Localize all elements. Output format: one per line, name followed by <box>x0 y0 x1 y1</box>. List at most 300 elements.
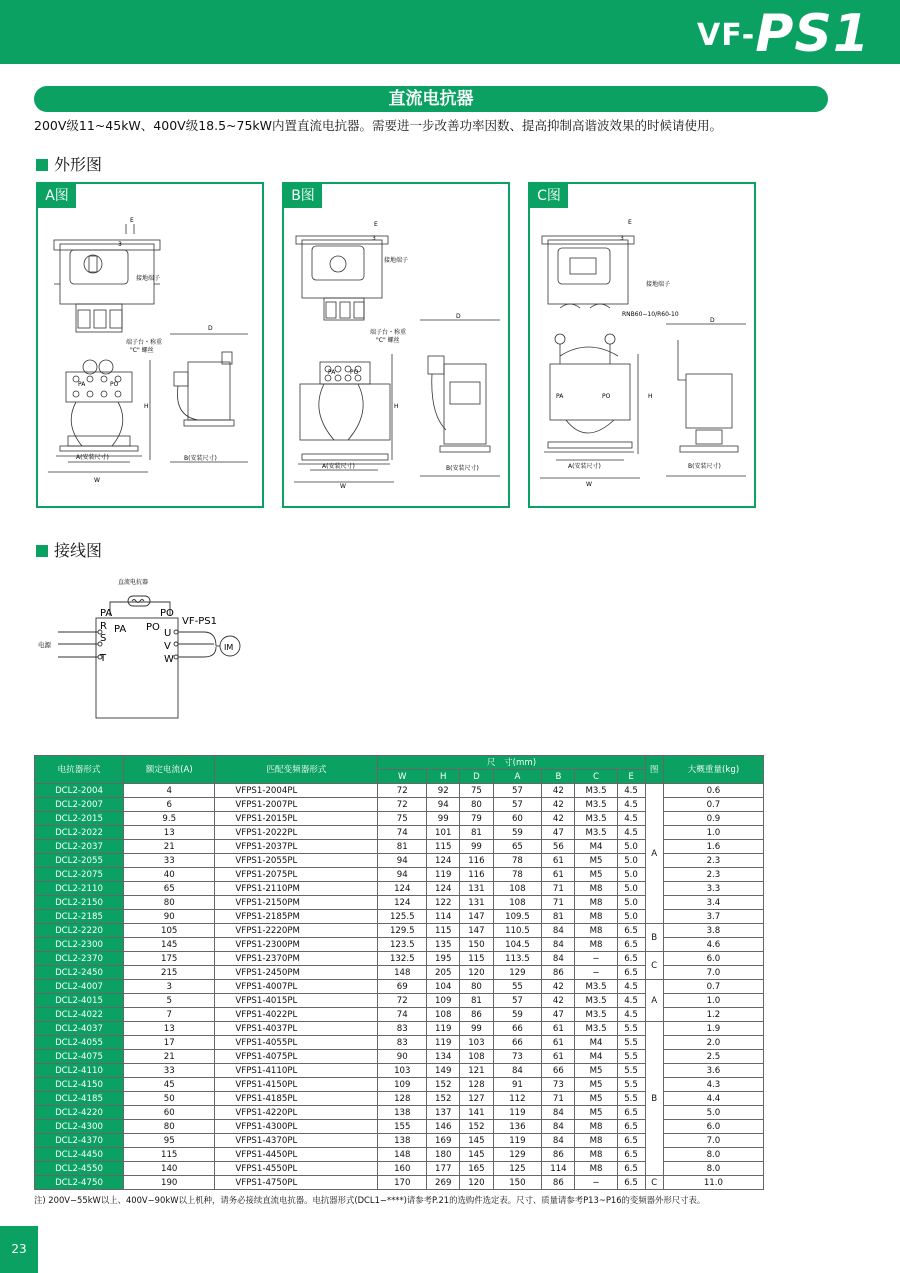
cell-weight: 0.9 <box>663 812 763 826</box>
cell-current: 105 <box>124 924 215 938</box>
cell-a: 109.5 <box>493 910 542 924</box>
cell-h: 205 <box>427 966 460 980</box>
cell-w: 132.5 <box>378 952 427 966</box>
cell-e: 6.5 <box>617 1176 645 1190</box>
svg-text:电源: 电源 <box>38 641 51 649</box>
cell-d: 79 <box>460 812 493 826</box>
cell-c: M3.5 <box>575 784 617 798</box>
reactor-spec-table <box>34 755 764 1190</box>
cell-current: 90 <box>124 910 215 924</box>
cell-d: 115 <box>460 952 493 966</box>
svg-text:B(安装尺寸): B(安装尺寸) <box>688 463 721 470</box>
panel-label: C图 <box>530 184 568 208</box>
svg-text:"C" 螺丝: "C" 螺丝 <box>130 347 154 354</box>
cell-w: 83 <box>378 1022 427 1036</box>
cell-e: 5.5 <box>617 1050 645 1064</box>
cell-e: 5.5 <box>617 1064 645 1078</box>
cell-a: 125 <box>493 1162 542 1176</box>
cell-weight: 3.8 <box>663 924 763 938</box>
cell-b: 84 <box>542 1120 575 1134</box>
svg-text:RNB60−10/R60-10: RNB60−10/R60-10 <box>622 311 679 318</box>
cell-current: 6 <box>124 798 215 812</box>
cell-a: 91 <box>493 1078 542 1092</box>
header-bar <box>0 0 900 64</box>
cell-weight: 1.2 <box>663 1008 763 1022</box>
svg-text:B(安装尺寸): B(安装尺寸) <box>184 455 217 462</box>
cell-w: 109 <box>378 1078 427 1092</box>
cell-w: 69 <box>378 980 427 994</box>
cell-a: 66 <box>493 1036 542 1050</box>
cell-a: 55 <box>493 980 542 994</box>
svg-text:H: H <box>648 393 653 400</box>
cell-inverter: VFPS1-2220PM <box>215 924 378 938</box>
cell-d: 116 <box>460 854 493 868</box>
cell-e: 5.5 <box>617 1092 645 1106</box>
cell-e: 4.5 <box>617 812 645 826</box>
cell-weight: 8.0 <box>663 1162 763 1176</box>
cell-inverter: VFPS1-4007PL <box>215 980 378 994</box>
cell-current: 80 <box>124 1120 215 1134</box>
cell-model: DCL2-4110 <box>35 1064 124 1078</box>
cell-b: 66 <box>542 1064 575 1078</box>
svg-text:PA: PA <box>78 381 86 388</box>
th-dims: 尺 寸(mm) <box>378 756 645 770</box>
cell-weight: 7.0 <box>663 1134 763 1148</box>
drawing-a <box>38 184 264 508</box>
svg-text:PA: PA <box>328 369 336 376</box>
svg-text:R: R <box>100 621 107 632</box>
cell-weight: 6.0 <box>663 952 763 966</box>
cell-model: DCL2-2220 <box>35 924 124 938</box>
cell-b: 61 <box>542 1036 575 1050</box>
cell-weight: 0.7 <box>663 980 763 994</box>
cell-h: 94 <box>427 798 460 812</box>
svg-text:PA: PA <box>556 393 564 400</box>
cell-w: 125.5 <box>378 910 427 924</box>
cell-h: 124 <box>427 854 460 868</box>
cell-model: DCL2-4185 <box>35 1092 124 1106</box>
cell-inverter: VFPS1-2300PM <box>215 938 378 952</box>
cell-a: 150 <box>493 1176 542 1190</box>
wiring-diagram <box>30 572 270 722</box>
cell-inverter: VFPS1-4110PL <box>215 1064 378 1078</box>
cell-e: 5.5 <box>617 1022 645 1036</box>
th-h: H <box>427 770 460 784</box>
cell-c: M5 <box>575 868 617 882</box>
cell-weight: 3.6 <box>663 1064 763 1078</box>
cell-c: − <box>575 966 617 980</box>
section-outline-heading: 外形图 <box>36 152 102 175</box>
cell-b: 71 <box>542 1092 575 1106</box>
cell-model: DCL2-2450 <box>35 966 124 980</box>
cell-d: 116 <box>460 868 493 882</box>
cell-a: 59 <box>493 826 542 840</box>
cell-e: 5.0 <box>617 854 645 868</box>
cell-h: 109 <box>427 994 460 1008</box>
cell-inverter: VFPS1-4450PL <box>215 1148 378 1162</box>
cell-b: 86 <box>542 966 575 980</box>
cell-weight: 0.6 <box>663 784 763 798</box>
cell-inverter: VFPS1-4220PL <box>215 1106 378 1120</box>
cell-current: 33 <box>124 854 215 868</box>
svg-text:PO: PO <box>602 393 611 400</box>
cell-model: DCL2-4370 <box>35 1134 124 1148</box>
cell-model: DCL2-4015 <box>35 994 124 1008</box>
brand-logo: VF-PS1 <box>697 4 870 64</box>
cell-current: 50 <box>124 1092 215 1106</box>
cell-weight: 4.3 <box>663 1078 763 1092</box>
cell-c: M8 <box>575 938 617 952</box>
cell-a: 73 <box>493 1050 542 1064</box>
cell-d: 131 <box>460 896 493 910</box>
cell-current: 17 <box>124 1036 215 1050</box>
cell-current: 4 <box>124 784 215 798</box>
cell-inverter: VFPS1-2055PL <box>215 854 378 868</box>
cell-a: 119 <box>493 1134 542 1148</box>
page-title: 直流电抗器 <box>34 86 828 112</box>
svg-text:D: D <box>208 325 213 332</box>
cell-inverter: VFPS1-4750PL <box>215 1176 378 1190</box>
svg-text:D: D <box>456 313 461 320</box>
table-body <box>35 784 764 1190</box>
cell-d: 128 <box>460 1078 493 1092</box>
svg-text:3: 3 <box>372 235 376 242</box>
cell-inverter: VFPS1-2150PM <box>215 896 378 910</box>
cell-model: DCL2-4450 <box>35 1148 124 1162</box>
cell-w: 94 <box>378 868 427 882</box>
cell-d: 145 <box>460 1134 493 1148</box>
cell-h: 92 <box>427 784 460 798</box>
cell-weight: 2.3 <box>663 868 763 882</box>
cell-w: 148 <box>378 966 427 980</box>
cell-e: 4.5 <box>617 994 645 1008</box>
svg-text:E: E <box>628 219 632 226</box>
cell-inverter: VFPS1-4015PL <box>215 994 378 1008</box>
cell-d: 121 <box>460 1064 493 1078</box>
cell-c: M3.5 <box>575 1008 617 1022</box>
svg-text:3: 3 <box>118 241 122 248</box>
svg-text:D: D <box>710 317 715 324</box>
cell-w: 170 <box>378 1176 427 1190</box>
cell-b: 86 <box>542 1148 575 1162</box>
svg-text:端子台・称重: 端子台・称重 <box>370 329 407 336</box>
svg-text:VF-PS1: VF-PS1 <box>182 616 217 627</box>
cell-inverter: VFPS1-4075PL <box>215 1050 378 1064</box>
cell-b: 84 <box>542 1106 575 1120</box>
cell-c: M5 <box>575 1078 617 1092</box>
th-e: E <box>617 770 645 784</box>
cell-h: 135 <box>427 938 460 952</box>
svg-text:PA: PA <box>100 608 113 619</box>
cell-h: 122 <box>427 896 460 910</box>
cell-a: 104.5 <box>493 938 542 952</box>
cell-h: 180 <box>427 1148 460 1162</box>
cell-weight: 4.6 <box>663 938 763 952</box>
cell-weight: 3.7 <box>663 910 763 924</box>
cell-d: 86 <box>460 1008 493 1022</box>
cell-current: 115 <box>124 1148 215 1162</box>
cell-c: M5 <box>575 1106 617 1120</box>
cell-w: 138 <box>378 1134 427 1148</box>
svg-text:直流电抗器: 直流电抗器 <box>118 579 149 586</box>
cell-e: 5.0 <box>617 910 645 924</box>
table-row <box>35 924 764 938</box>
svg-text:PO: PO <box>110 381 119 388</box>
cell-w: 129.5 <box>378 924 427 938</box>
cell-h: 169 <box>427 1134 460 1148</box>
svg-text:T: T <box>100 653 107 664</box>
th-inverter: 匹配变频器形式 <box>215 756 378 784</box>
svg-text:E: E <box>130 217 134 224</box>
cell-inverter: VFPS1-4150PL <box>215 1078 378 1092</box>
cell-c: M8 <box>575 1162 617 1176</box>
cell-e: 4.5 <box>617 826 645 840</box>
cell-e: 5.0 <box>617 882 645 896</box>
cell-c: M3.5 <box>575 826 617 840</box>
cell-current: 9.5 <box>124 812 215 826</box>
cell-model: DCL2-4550 <box>35 1162 124 1176</box>
cell-c: M8 <box>575 924 617 938</box>
cell-w: 72 <box>378 784 427 798</box>
cell-d: 131 <box>460 882 493 896</box>
cell-inverter: VFPS1-2450PM <box>215 966 378 980</box>
cell-e: 6.5 <box>617 924 645 938</box>
cell-h: 149 <box>427 1064 460 1078</box>
th-d: D <box>460 770 493 784</box>
cell-w: 74 <box>378 826 427 840</box>
cell-inverter: VFPS1-2370PM <box>215 952 378 966</box>
cell-h: 269 <box>427 1176 460 1190</box>
cell-c: M8 <box>575 1120 617 1134</box>
cell-fig: B <box>645 924 663 952</box>
cell-weight: 1.6 <box>663 840 763 854</box>
cell-current: 3 <box>124 980 215 994</box>
cell-current: 175 <box>124 952 215 966</box>
cell-e: 4.5 <box>617 980 645 994</box>
drawing-c <box>530 184 756 508</box>
cell-b: 61 <box>542 1022 575 1036</box>
cell-e: 6.5 <box>617 1162 645 1176</box>
table-row <box>35 784 764 798</box>
cell-e: 4.5 <box>617 798 645 812</box>
cell-e: 4.5 <box>617 784 645 798</box>
cell-inverter: VFPS1-4300PL <box>215 1120 378 1134</box>
svg-text:IM: IM <box>224 643 234 652</box>
cell-inverter: VFPS1-4370PL <box>215 1134 378 1148</box>
cell-c: M3.5 <box>575 812 617 826</box>
cell-c: M3.5 <box>575 798 617 812</box>
page-number: 23 <box>0 1226 38 1273</box>
svg-text:A(安装尺寸): A(安装尺寸) <box>76 454 109 461</box>
cell-d: 127 <box>460 1092 493 1106</box>
cell-b: 114 <box>542 1162 575 1176</box>
cell-h: 101 <box>427 826 460 840</box>
cell-b: 84 <box>542 938 575 952</box>
cell-c: M3.5 <box>575 1022 617 1036</box>
cell-current: 13 <box>124 1022 215 1036</box>
panel-b <box>282 182 510 508</box>
cell-weight: 7.0 <box>663 966 763 980</box>
cell-a: 108 <box>493 896 542 910</box>
cell-model: DCL2-2150 <box>35 896 124 910</box>
cell-e: 5.5 <box>617 1036 645 1050</box>
cell-inverter: VFPS1-2075PL <box>215 868 378 882</box>
cell-w: 94 <box>378 854 427 868</box>
cell-d: 145 <box>460 1148 493 1162</box>
cell-weight: 3.4 <box>663 896 763 910</box>
cell-inverter: VFPS1-4037PL <box>215 1022 378 1036</box>
cell-model: DCL2-4750 <box>35 1176 124 1190</box>
svg-text:PO: PO <box>160 608 174 619</box>
cell-w: 123.5 <box>378 938 427 952</box>
cell-w: 83 <box>378 1036 427 1050</box>
cell-w: 128 <box>378 1092 427 1106</box>
cell-b: 61 <box>542 868 575 882</box>
cell-h: 115 <box>427 840 460 854</box>
cell-b: 84 <box>542 952 575 966</box>
cell-h: 152 <box>427 1078 460 1092</box>
cell-weight: 1.9 <box>663 1022 763 1036</box>
cell-w: 75 <box>378 812 427 826</box>
cell-d: 99 <box>460 1022 493 1036</box>
cell-c: M3.5 <box>575 980 617 994</box>
svg-text:A(安装尺寸): A(安装尺寸) <box>568 463 601 470</box>
cell-model: DCL2-2007 <box>35 798 124 812</box>
cell-fig: A <box>645 784 663 924</box>
cell-c: M8 <box>575 910 617 924</box>
cell-b: 81 <box>542 910 575 924</box>
cell-d: 80 <box>460 980 493 994</box>
cell-a: 108 <box>493 882 542 896</box>
cell-c: − <box>575 1176 617 1190</box>
cell-model: DCL2-2110 <box>35 882 124 896</box>
cell-model: DCL2-4150 <box>35 1078 124 1092</box>
cell-b: 56 <box>542 840 575 854</box>
cell-h: 104 <box>427 980 460 994</box>
th-a: A <box>493 770 542 784</box>
cell-current: 21 <box>124 1050 215 1064</box>
th-current: 额定电流(A) <box>124 756 215 784</box>
cell-b: 61 <box>542 1050 575 1064</box>
cell-a: 78 <box>493 854 542 868</box>
panel-label: A图 <box>38 184 76 208</box>
cell-h: 99 <box>427 812 460 826</box>
cell-a: 65 <box>493 840 542 854</box>
cell-e: 6.5 <box>617 1148 645 1162</box>
cell-w: 81 <box>378 840 427 854</box>
drawing-b <box>284 184 510 508</box>
cell-h: 134 <box>427 1050 460 1064</box>
cell-d: 81 <box>460 826 493 840</box>
cell-a: 84 <box>493 1064 542 1078</box>
cell-b: 71 <box>542 896 575 910</box>
cell-e: 5.0 <box>617 868 645 882</box>
cell-w: 74 <box>378 1008 427 1022</box>
svg-text:3: 3 <box>620 235 624 242</box>
cell-weight: 2.3 <box>663 854 763 868</box>
cell-current: 45 <box>124 1078 215 1092</box>
cell-d: 165 <box>460 1162 493 1176</box>
cell-h: 152 <box>427 1092 460 1106</box>
cell-d: 120 <box>460 966 493 980</box>
cell-c: M4 <box>575 1050 617 1064</box>
cell-h: 114 <box>427 910 460 924</box>
svg-text:S: S <box>100 633 107 644</box>
svg-text:PA: PA <box>114 624 127 635</box>
cell-b: 73 <box>542 1078 575 1092</box>
cell-model: DCL2-4300 <box>35 1120 124 1134</box>
cell-d: 147 <box>460 924 493 938</box>
svg-text:U: U <box>164 628 172 639</box>
cell-d: 147 <box>460 910 493 924</box>
cell-b: 84 <box>542 924 575 938</box>
cell-current: 21 <box>124 840 215 854</box>
cell-fig: C <box>645 952 663 980</box>
cell-current: 65 <box>124 882 215 896</box>
cell-h: 119 <box>427 1036 460 1050</box>
svg-text:E: E <box>374 221 378 228</box>
cell-c: M8 <box>575 896 617 910</box>
svg-text:W: W <box>586 481 592 488</box>
cell-current: 33 <box>124 1064 215 1078</box>
cell-model: DCL2-4037 <box>35 1022 124 1036</box>
cell-model: DCL2-4220 <box>35 1106 124 1120</box>
cell-model: DCL2-4055 <box>35 1036 124 1050</box>
cell-w: 155 <box>378 1120 427 1134</box>
cell-h: 124 <box>427 882 460 896</box>
cell-a: 60 <box>493 812 542 826</box>
cell-c: M8 <box>575 1134 617 1148</box>
cell-a: 110.5 <box>493 924 542 938</box>
cell-model: DCL2-2022 <box>35 826 124 840</box>
cell-current: 5 <box>124 994 215 1008</box>
cell-e: 6.5 <box>617 952 645 966</box>
svg-text:接地端子: 接地端子 <box>384 257 409 264</box>
svg-text:B(安装尺寸): B(安装尺寸) <box>446 465 479 472</box>
svg-text:"C" 螺丝: "C" 螺丝 <box>376 337 400 344</box>
cell-weight: 8.0 <box>663 1148 763 1162</box>
cell-current: 40 <box>124 868 215 882</box>
svg-text:接地端子: 接地端子 <box>136 275 161 282</box>
cell-c: M8 <box>575 1148 617 1162</box>
cell-h: 119 <box>427 868 460 882</box>
cell-b: 86 <box>542 1176 575 1190</box>
cell-fig: C <box>645 1176 663 1190</box>
cell-current: 140 <box>124 1162 215 1176</box>
cell-h: 119 <box>427 1022 460 1036</box>
cell-current: 60 <box>124 1106 215 1120</box>
cell-weight: 5.0 <box>663 1106 763 1120</box>
th-model: 电抗器形式 <box>35 756 124 784</box>
cell-h: 195 <box>427 952 460 966</box>
svg-text:端子台・称重: 端子台・称重 <box>126 339 163 346</box>
cell-a: 129 <box>493 1148 542 1162</box>
cell-b: 42 <box>542 798 575 812</box>
cell-w: 160 <box>378 1162 427 1176</box>
svg-text:W: W <box>340 483 346 490</box>
cell-b: 71 <box>542 882 575 896</box>
cell-w: 138 <box>378 1106 427 1120</box>
cell-w: 72 <box>378 994 427 1008</box>
cell-fig: A <box>645 980 663 1022</box>
table-row <box>35 1176 764 1190</box>
cell-a: 136 <box>493 1120 542 1134</box>
cell-weight: 2.5 <box>663 1050 763 1064</box>
cell-c: M8 <box>575 882 617 896</box>
cell-b: 42 <box>542 980 575 994</box>
cell-fig: B <box>645 1022 663 1176</box>
cell-a: 66 <box>493 1022 542 1036</box>
